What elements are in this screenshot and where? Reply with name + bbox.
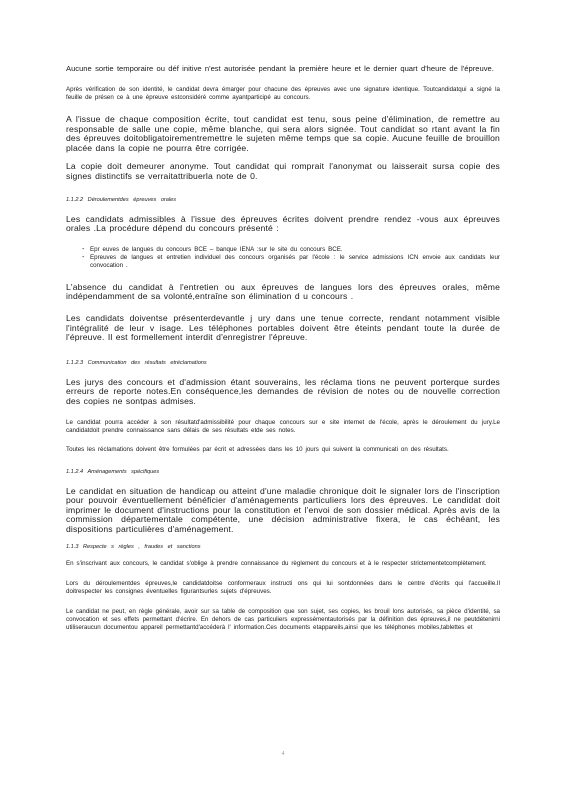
paragraph-jury-sovereign: Les jurys des concours et d'admission étant souverains, les réclama tions ne peuvent porterque surdes erreurs de reporte notes.En conséquence,les demandes de révision de notes ou de nouvelle correction des copies ne sontpas admises. xyxy=(66,376,500,406)
list-item: - Epr euves de langues du concours BCE – banque IENA :sur le site du concours BCE. xyxy=(90,246,500,254)
section-heading-oral-exams: 1.1.2.2 Déroulementdes épreuves orales xyxy=(66,196,177,203)
paragraph-registration: En s'inscrivant aux concours, le candidat s'oblige à prendre connaissance du règlement du concours et à le respecter strictementetcomplètement. xyxy=(66,560,487,568)
paragraph-exit-rule: Aucune sortie temporaire ou déf initive n'est autorisée pendant la première heure et le dernier quart d'heure de l'épreuve. xyxy=(66,64,494,73)
list-item: - Epreuves de langues et entretien individuel des concours organisés par l'école : le service admissions ICN envoie aux candidats leur convocation . xyxy=(90,254,500,270)
section-heading-results: 1.1.2.3 Communication des résultats etréclamations xyxy=(66,359,207,366)
paragraph-instructions: Lors du déroulementdes épreuves,le candidatdoitse conformeraux instructi ons qui lui sontdonnées dans le centre d'écrits qui l'accueille.Il doitrespecter les consignes éventuelles figurantsurles sujets d'épreuves. xyxy=(66,580,500,596)
section-heading-rules: 1.1.3 Respecte s règles , fraudes et sanctions xyxy=(66,544,201,551)
paragraph-allowed-items: Le candidat ne peut, en règle générale, avoir sur sa table de composition que son sujet, ses copies, les brouil lons autorisés, sa pièce d'identité, sa convocation et ses effets permettant d'écrire. En dehors de cas particuliers expressémentautorisés par la définition des épreuves,il ne peutdétenirni utiliseraucun documentou appareil permettantd'accéderà l' information.Ces documents etappareils,ainsi que les téléphones mobiles,tablettes et xyxy=(66,608,500,632)
oral-procedure-list xyxy=(66,246,500,270)
paragraph-dress-code: Les candidats doiventse présenterdevantle j ury dans une tenue correcte, rendant notamment visible l'intégralité de leur v isage. Les téléphones portables doivent être éteints pendant toute la durée de l'épreuve. Il est formellement interdit d'enregistrer l'épreuve. xyxy=(66,312,500,343)
paragraph-claims: Toutes les réclamations doivent être formulées par écrit et adressées dans les 10 jours qui suivent la communicati on des résultats. xyxy=(66,445,449,453)
paragraph-disability: Le candidat en situation de handicap ou atteint d'une maladie chronique doit le signaler lors de l'inscription pour pouvoir éventuellement bénéficier d'aménagements particuliers lors des épreuves. Le candidat doit imprimer le document d'instructions pour la constitution et l'envoi de son dossier médical. Après avis de la commission départementale compétente, une décision administrative fixera, le cas échéant, les dispositions particulières d'aménagement. xyxy=(66,485,500,534)
paragraph-anonymity: La copie doit demeurer anonyme. Tout candidat qui romprait l'anonymat ou laisserait sursa copie des signes distinctifs se verraitattribuerla note de 0. xyxy=(66,161,500,181)
page-content xyxy=(66,64,500,632)
paragraph-results-access: Le candidat pourra accéder à son résultatd'admissibilité pour chaque concours sur e site internet de l'école, après le déroulement du jury.Le candidatdoit prendre connaissance sans délais de ses résultats etde ses notes. xyxy=(66,418,500,434)
paragraph-identity-check: Après vérification de son identité, le candidat devra émarger pour chacune des épreuves avec une signature identique. Toutcandidatqui a signé la feuille de présen ce à une épreuve estconsidéré comme ayantparticipé au concours. xyxy=(66,86,500,101)
paragraph-absence: L'absence du candidat à l'entretien ou aux épreuves de langues lors des épreuves orales, même indépendamment de sa volonté,entraîne son élimination d u concours . xyxy=(66,281,500,302)
page-number: 4 xyxy=(281,750,285,757)
paragraph-copy-submission: A l'issue de chaque composition écrite, tout candidat est tenu, sous peine d'élimination, de remettre au responsable de salle une copie, même blanche, qui sera alors signée. Tout candidat so rtant avant la fin des épreuves doitobligatoirementremettre le sujeten même temps que sa copie. Aucune feuille de brouillon placée dans la copie ne pourra être corrigée. xyxy=(66,114,500,153)
section-heading-accommodations: 1.1.2.4 Aménagements spécifiques xyxy=(66,468,160,475)
paragraph-oral-appointment: Les candidats admissibles à l'issue des épreuves écrites doivent prendre rendez -vous aux épreuves orales .La procédure dépend du concours présenté : xyxy=(66,213,500,234)
